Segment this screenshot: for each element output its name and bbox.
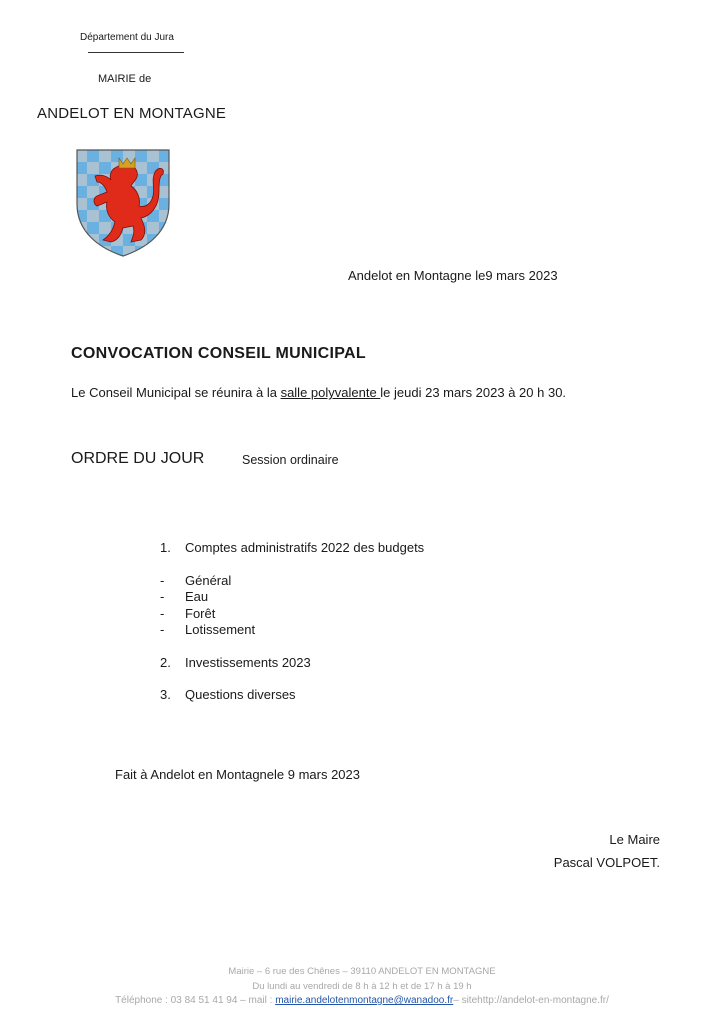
- agenda-item-number: 2.: [160, 654, 171, 670]
- venue-text: salle polyvalente: [280, 385, 381, 400]
- footer-phone: Téléphone : 03 84 51 41 94 – mail :: [115, 995, 276, 1006]
- footer-email-link[interactable]: mairie.andelotenmontagne@wanadoo.fr: [275, 995, 454, 1006]
- department-label: Département du Jura: [80, 32, 174, 43]
- budget-label: Forêt: [185, 605, 216, 621]
- agenda-item-3: [160, 687, 424, 704]
- agenda-item-2: [160, 655, 424, 672]
- footer-address: Mairie – 6 rue des Chênes – 39110 ANDELOT EN MONTAGNE: [228, 966, 496, 977]
- document-title: CONVOCATION CONSEIL MUNICIPAL: [71, 345, 366, 362]
- agenda-heading: ORDRE DU JOUR: [71, 450, 205, 467]
- meeting-datetime-text: le jeudi 23 mars 2023 à 20 h 30.: [380, 385, 567, 400]
- session-type: Session ordinaire: [242, 453, 339, 467]
- meeting-announcement: [71, 385, 566, 400]
- signatory-name: Pascal VOLPOET.: [553, 855, 660, 870]
- date-line: Andelot en Montagne le9 mars 2023: [348, 268, 558, 283]
- header-divider: [88, 52, 184, 53]
- agenda-list: [160, 540, 424, 704]
- budget-label: Lotissement: [185, 622, 256, 637]
- budget-item: [160, 606, 424, 623]
- list-dash: -: [160, 589, 165, 604]
- footer-contact: [0, 995, 724, 1006]
- agenda-item-number: 1.: [160, 540, 171, 555]
- commune-name: ANDELOT EN MONTAGNE: [37, 105, 227, 122]
- intro-text: Le Conseil Municipal se réunira à la: [71, 385, 281, 400]
- signing-place-date: Fait à Andelot en Montagnele 9 mars 2023: [115, 767, 360, 782]
- agenda-item-text: Questions diverses: [185, 687, 296, 702]
- mairie-label: MAIRIE de: [98, 73, 152, 85]
- budget-label: Général: [185, 572, 232, 588]
- signatory-title: Le Maire: [609, 832, 660, 847]
- agenda-item-1: [160, 540, 424, 557]
- budget-label: Eau: [185, 589, 209, 604]
- agenda-item-text: Comptes administratifs 2022 des budgets: [185, 540, 425, 555]
- agenda-item-number: 3.: [160, 687, 171, 702]
- list-dash: -: [160, 605, 165, 621]
- coat-of-arms-lion-icon: [75, 146, 171, 258]
- footer-site: – sitehttp://andelot-en-montagne.fr/: [453, 995, 609, 1006]
- budget-item: [160, 589, 424, 606]
- footer-hours: Du lundi au vendredi de 8 h à 12 h et de 17 h à 19 h: [252, 981, 472, 992]
- list-dash: -: [160, 622, 165, 637]
- budget-item: [160, 573, 424, 590]
- budget-item: [160, 622, 424, 639]
- list-dash: -: [160, 572, 165, 588]
- agenda-item-text: Investissements 2023: [185, 654, 311, 670]
